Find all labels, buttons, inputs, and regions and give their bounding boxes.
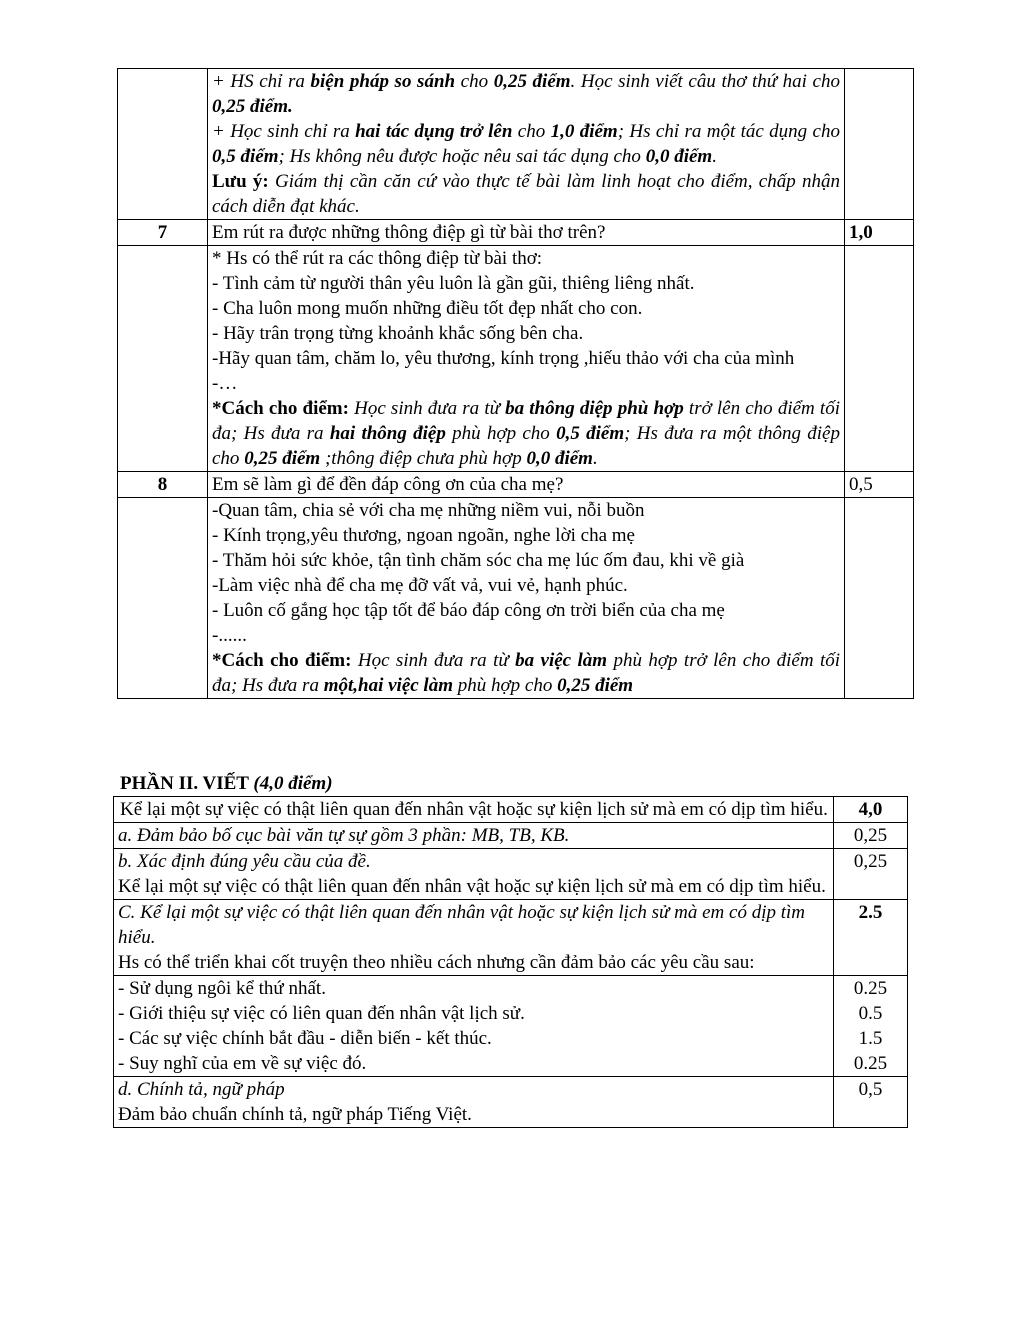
list-item: - Giới thiệu sự việc có liên quan đến nhân vật lịch sử. <box>118 1003 525 1024</box>
text-run: ;thông điệp chưa phù hợp <box>320 448 527 469</box>
criterion-title: C. Kể lại một sự việc có thật liên quan đến nhân vật hoặc sự kiện lịch sử mà em có dịp tìm hiểu. <box>118 902 805 948</box>
score-cell <box>845 498 914 699</box>
list-item: - Sử dụng ngôi kể thứ nhất. <box>118 978 326 999</box>
question-text: Em rút ra được những thông điệp gì từ bài thơ trên? <box>208 220 845 246</box>
text-run: . <box>712 146 717 167</box>
table-row <box>114 823 908 849</box>
answer-line: * Hs có thể rút ra các thông điệp từ bài thơ: <box>212 248 543 269</box>
text-run: phù hợp cho <box>445 423 557 444</box>
list-item: - Các sự việc chính bắt đầu - diễn biến - kết thúc. <box>118 1028 492 1049</box>
criterion-title: d. Chính tả, ngữ pháp <box>118 1079 285 1100</box>
answer-line: -Quan tâm, chia sẻ với cha mẹ những niềm vui, nỗi buồn <box>212 500 645 521</box>
question-number: 7 <box>118 220 208 246</box>
score-cell <box>845 69 914 220</box>
text-run: 0,5 điểm <box>556 423 625 444</box>
section-title: PHẦN II. VIẾT <box>120 773 254 794</box>
rich-line <box>212 69 840 119</box>
text-run: 0,25 điểm <box>493 71 571 92</box>
text-run: 0,25 điểm <box>557 675 634 696</box>
question-number-cell <box>118 69 208 220</box>
text-run: ; Hs chỉ ra một tác dụng cho <box>617 121 840 142</box>
text-run: . Học sinh viết câu thơ thứ hai cho <box>570 71 840 92</box>
text-run: Giám thị cần căn cứ vào thực tế bài làm linh hoạt cho điểm, chấp nhận cách diễn đạt khác. <box>212 171 841 217</box>
criterion-text: Kể lại một sự việc có thật liên quan đến nhân vật hoặc sự kiện lịch sử mà em có dịp tìm hiểu. <box>118 876 826 897</box>
answer-cell <box>208 246 845 472</box>
reading-answer-table <box>117 68 914 699</box>
answer-line: - Tình cảm từ người thân yêu luôn là gần gũi, thiêng liêng nhất. <box>212 273 695 294</box>
score-cell <box>845 246 914 472</box>
text-run: Học sinh đưa ra từ <box>348 398 506 419</box>
answer-line: - Thăm hỏi sức khỏe, tận tình chăm sóc cha mẹ lúc ốm đau, khi về già <box>212 550 745 571</box>
criterion-b-score: 0,25 <box>834 849 908 900</box>
answer-line: -Hãy quan tâm, chăm lo, yêu thương, kính trọng ,hiếu thảo với cha của mình <box>212 348 795 369</box>
rich-line <box>212 169 840 219</box>
text-run: phù hợp trở lên cho điểm tối đa; Hs đưa ra <box>212 650 840 696</box>
criterion-c-items <box>114 976 834 1077</box>
text-run: phù hợp cho <box>453 675 558 696</box>
answer-line: - Kính trọng,yêu thương, ngoan ngoãn, nghe lời cha mẹ <box>212 525 635 546</box>
task-text: Kể lại một sự việc có thật liên quan đến nhân vật hoặc sự kiện lịch sử mà em có dịp tìm hiểu. <box>114 797 834 823</box>
text-run: ; Hs không nêu được hoặc nêu sai tác dụng cho <box>278 146 646 167</box>
answer-line: -… <box>212 373 238 394</box>
text-run: một,hai việc làm <box>323 675 453 696</box>
text-run: ; Hs đưa ra một thông điệp cho <box>212 423 840 469</box>
text-run: ba thông diệp phù hợp <box>505 398 684 419</box>
text-run: cho <box>455 71 494 92</box>
criterion-text: Hs có thể triển khai cốt truyện theo nhiều cách nhưng cần đảm bảo các yêu cầu sau: <box>118 952 755 973</box>
scoring-note <box>212 648 840 698</box>
task-score: 4,0 <box>834 797 908 823</box>
table-row <box>114 1077 908 1128</box>
table-row <box>114 797 908 823</box>
writing-rubric-table <box>113 796 908 1128</box>
text-run: hai tác dụng trở lên <box>355 121 513 142</box>
criterion-d-score: 0,5 <box>834 1077 908 1128</box>
criterion-a: a. Đảm bảo bố cục bài văn tự sự gồm 3 phần: MB, TB, KB. <box>114 823 834 849</box>
table-row <box>118 220 914 246</box>
table-row <box>118 69 914 220</box>
item-score: 1.5 <box>858 1028 883 1049</box>
text-run: trở lên cho điểm tối đa; Hs đưa ra <box>212 398 840 444</box>
table-row <box>114 849 908 900</box>
question-text: Em sẽ làm gì để đền đáp công ơn của cha mẹ? <box>208 472 845 498</box>
text-run: 0,25 điểm <box>244 448 321 469</box>
criterion-c-score: 2.5 <box>834 900 908 976</box>
text-run: *Cách cho điểm: <box>212 398 349 419</box>
text-run: 1,0 điểm <box>550 121 618 142</box>
answer-line: - Luôn cố gắng học tập tốt để báo đáp công ơn trời biển của cha mẹ <box>212 600 725 621</box>
table-row <box>118 498 914 699</box>
text-run: hai thông điệp <box>329 423 446 444</box>
text-run: 0,0 điểm <box>526 448 593 469</box>
section-heading <box>120 771 333 796</box>
rich-line <box>212 119 840 169</box>
text-run: 0,5 điểm <box>212 146 279 167</box>
criterion-d <box>114 1077 834 1128</box>
text-run: Lưu ý: <box>212 171 269 192</box>
text-run: Học sinh đưa ra từ <box>351 650 516 671</box>
answer-line: -Làm việc nhà để cha mẹ đỡ vất vả, vui vẻ, hạnh phúc. <box>212 575 628 596</box>
table-row <box>118 472 914 498</box>
text-run: 0,25 điểm. <box>212 96 293 117</box>
answer-line: - Hãy trân trọng từng khoảnh khắc sống bên cha. <box>212 323 584 344</box>
criterion-c-items-scores <box>834 976 908 1077</box>
question-score: 1,0 <box>845 220 914 246</box>
text-run: + Học sinh chỉ ra <box>212 121 356 142</box>
text-run: . <box>592 448 598 469</box>
table-row <box>114 976 908 1077</box>
criterion-c <box>114 900 834 976</box>
text-run: biện pháp so sánh <box>310 71 456 92</box>
text-run: ba việc làm <box>515 650 608 671</box>
item-score: 0.5 <box>858 1003 883 1024</box>
question-number-cell <box>118 498 208 699</box>
text-run: 0,0 điểm <box>645 146 713 167</box>
question-number: 8 <box>118 472 208 498</box>
item-score: 0.25 <box>853 978 888 999</box>
criterion-b <box>114 849 834 900</box>
table-row <box>118 246 914 472</box>
item-score: 0.25 <box>853 1053 888 1074</box>
section-points: (4,0 điểm) <box>253 773 333 794</box>
answer-line: - Cha luôn mong muốn những điều tốt đẹp nhất cho con. <box>212 298 643 319</box>
answer-cell <box>208 498 845 699</box>
question-score: 0,5 <box>845 472 914 498</box>
text-run: cho <box>512 121 551 142</box>
scoring-guide-cell <box>208 69 845 220</box>
scoring-note <box>212 396 840 471</box>
text-run: *Cách cho điểm: <box>212 650 352 671</box>
question-number-cell <box>118 246 208 472</box>
text-run: + HS chỉ ra <box>212 71 311 92</box>
table-row <box>114 900 908 976</box>
criterion-text: Đảm bảo chuẩn chính tả, ngữ pháp Tiếng Việt. <box>118 1104 472 1125</box>
list-item: - Suy nghĩ của em về sự việc đó. <box>118 1053 367 1074</box>
criterion-a-score: 0,25 <box>834 823 908 849</box>
criterion-title: b. Xác định đúng yêu cầu của đề. <box>118 851 371 872</box>
answer-line: -...... <box>212 625 247 646</box>
